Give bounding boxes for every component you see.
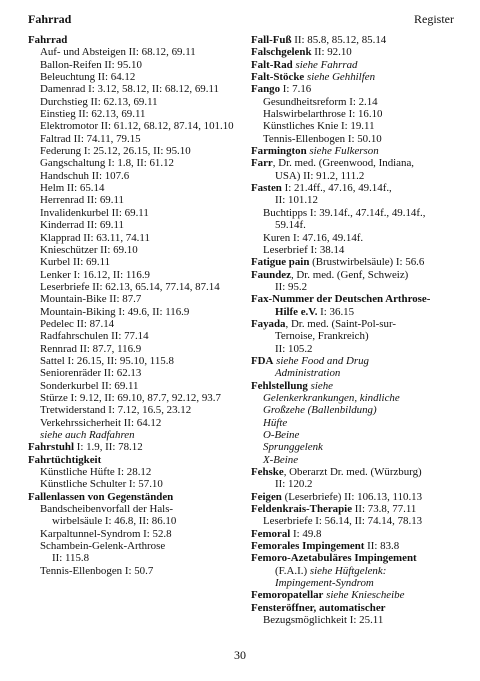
- index-locator: Verkehrssicherheit II: 64.12: [40, 416, 162, 429]
- index-locator: II: 115.8: [52, 552, 90, 565]
- index-entry: [251, 367, 461, 379]
- index-cross-reference: siehe Gehhilfen: [306, 71, 376, 84]
- index-locator: I: 1.9, II: 78.12: [74, 441, 143, 454]
- index-entry: [251, 565, 461, 577]
- index-headword: Fehlstellung: [251, 379, 308, 392]
- index-headword: Fahrrad: [28, 34, 68, 46]
- index-locator: Faltrad II: 74.11, 79.15: [40, 132, 141, 145]
- index-locator: Helm II: 65.14: [40, 182, 105, 195]
- index-cross-reference: siehe: [310, 379, 334, 392]
- index-locator: II: 83.8: [364, 540, 400, 553]
- index-locator: Klapprad II: 63.11, 74.11: [40, 231, 150, 244]
- index-entry: [251, 170, 461, 182]
- index-headword: Fax-Nummer der Deutschen Arthrose-: [251, 293, 431, 306]
- index-locator: Damenrad I: 3.12, 58.12, II: 68.12, 69.11: [40, 83, 219, 96]
- index-entry: [28, 71, 236, 83]
- index-cross-reference: siehe Food and Drug: [276, 354, 369, 367]
- index-entry: [251, 454, 461, 466]
- index-entry: [28, 96, 236, 108]
- index-headword: Fallenlassen von Gegenständen: [28, 490, 174, 503]
- index-entry: [251, 441, 461, 453]
- header-keyword: Fahrrad: [28, 12, 72, 26]
- index-locator: Invalidenkurbel II: 69.11: [40, 206, 149, 219]
- index-entry: [28, 515, 236, 527]
- index-entry: [28, 281, 236, 293]
- index-entry: [28, 552, 236, 564]
- index-entry: [251, 133, 461, 145]
- index-entry: [28, 330, 236, 342]
- index-headword: Fahrtüchtigkeit: [28, 453, 102, 466]
- index-locator: Mountain-Bike II: 87.7: [40, 293, 142, 306]
- index-entry: [251, 602, 461, 614]
- index-entry: [251, 96, 461, 108]
- index-locator: Rennrad II: 87.7, 116.9: [40, 342, 142, 355]
- index-entry: [28, 565, 236, 577]
- index-entry: [28, 441, 236, 453]
- index-entry: [251, 589, 461, 601]
- index-headword: Feldenkrais-Therapie: [251, 503, 353, 516]
- index-headword: Fahrstuhl: [28, 441, 74, 454]
- index-cross-reference: siehe Fahrrad: [295, 58, 358, 71]
- index-entry: [251, 355, 461, 367]
- index-entry: [251, 120, 461, 132]
- index-entry: [251, 491, 461, 503]
- index-locator: II: 101.12: [275, 194, 318, 207]
- index-locator: Pedelec II: 87.14: [40, 317, 115, 330]
- index-entry: [251, 108, 461, 120]
- index-headword: Femoro-Azetabuläres Impingement: [251, 552, 417, 565]
- index-cross-reference: siehe Kniescheibe: [326, 589, 405, 602]
- index-locator: I: 7.16: [280, 83, 312, 96]
- index-locator: II: 120.2: [275, 478, 313, 491]
- index-entry: [28, 157, 236, 169]
- header-section: Register: [414, 12, 454, 26]
- index-entry: [28, 170, 236, 182]
- index-cross-reference: Gelenkerkrankungen, kindliche: [263, 391, 400, 404]
- index-locator: Kuren I: 47.16, 49.14f.: [263, 231, 364, 244]
- index-entry: [251, 256, 461, 268]
- index-entry: [28, 404, 236, 416]
- index-locator: Sonderkurbel II: 69.11: [40, 379, 139, 392]
- index-headword: Fasten: [251, 182, 282, 195]
- index-entry: [28, 194, 236, 206]
- index-entry: [28, 46, 236, 58]
- index-entry: [28, 244, 236, 256]
- index-entry: [251, 392, 461, 404]
- index-locator: , Dr. med. (Greenwood, Indiana,: [272, 157, 414, 170]
- index-entry: [28, 182, 236, 194]
- index-entry: [28, 503, 236, 515]
- index-entry: [251, 232, 461, 244]
- index-headword: Fango: [251, 83, 281, 96]
- index-headword: Femoral: [251, 527, 291, 540]
- index-headword: Hilfe e.V.: [275, 305, 318, 318]
- index-cross-reference: Sprunggelenk: [263, 441, 323, 454]
- index-locator: (F.A.I.): [275, 564, 310, 577]
- index-entry: [251, 194, 461, 206]
- index-headword: Fatigue pain: [251, 256, 310, 269]
- index-locator: Sattel I: 26.15, II: 95.10, 115.8: [40, 354, 174, 367]
- index-entry: [251, 515, 461, 527]
- index-locator: Einstieg II: 62.13, 69.11: [40, 108, 146, 121]
- index-entry: [251, 207, 461, 219]
- index-entry: [251, 528, 461, 540]
- index-locator: Elektromotor II: 61.12, 68.12, 87.14, 101.10: [40, 120, 234, 133]
- index-entry: [28, 528, 236, 540]
- index-entry: [28, 355, 236, 367]
- index-locator: Federung I: 25.12, 26.15, II: 95.10: [40, 145, 191, 158]
- index-locator: wirbelsäule I: 46.8, II: 86.10: [52, 515, 177, 528]
- index-column-right: [251, 34, 461, 627]
- index-entry: [28, 466, 236, 478]
- index-entry: [251, 404, 461, 416]
- index-entry: [28, 108, 236, 120]
- page-number: 30: [234, 648, 246, 662]
- index-locator: Tretwiderstand I: 7.12, 16.5, 23.12: [40, 404, 192, 417]
- index-entry: [28, 478, 236, 490]
- index-cross-reference: Impingement-Syndrom: [275, 577, 374, 590]
- index-entry: [28, 59, 236, 71]
- index-locator: USA) II: 91.2, 111.2: [275, 169, 365, 182]
- index-entry: [28, 454, 236, 466]
- index-headword: Feigen: [251, 490, 282, 503]
- index-locator: Bezugsmöglichkeit I: 25.11: [263, 614, 384, 627]
- index-entry: [251, 83, 461, 95]
- index-headword: Fayada: [251, 317, 286, 330]
- index-entry: [251, 46, 461, 58]
- index-cross-reference: siehe Hüftgelenk:: [309, 564, 387, 577]
- index-locator: Beleuchtung II: 64.12: [40, 71, 136, 84]
- index-entry: [251, 59, 461, 71]
- index-locator: Auf- und Absteigen II: 68.12, 69.11: [40, 46, 196, 59]
- index-entry: [28, 367, 236, 379]
- index-entry: [251, 281, 461, 293]
- index-locator: Gesundheitsreform I: 2.14: [263, 95, 378, 108]
- index-entry: [251, 293, 461, 305]
- index-locator: II: 105.2: [275, 342, 313, 355]
- index-locator: Tennis-Ellenbogen I: 50.7: [40, 564, 154, 577]
- index-headword: Fensteröffner, automatischer: [251, 601, 386, 614]
- index-cross-reference: Hüfte: [263, 416, 288, 429]
- index-entry: [28, 269, 236, 281]
- index-entry: [251, 330, 461, 342]
- index-locator: Leserbrief I: 38.14: [263, 243, 345, 256]
- index-headword: FDA: [251, 354, 274, 367]
- index-headword: Femorales Impingement: [251, 540, 365, 553]
- index-entry: [28, 256, 236, 268]
- index-locator: Durchstieg II: 62.13, 69.11: [40, 95, 158, 108]
- index-locator: II: 85.8, 85.12, 85.14: [291, 34, 387, 46]
- index-locator: Bandscheibenvorfall der Hals-: [40, 503, 174, 516]
- index-entry: [251, 306, 461, 318]
- index-headword: Farr: [251, 157, 273, 170]
- index-cross-reference: Großzehe (Ballenbildung): [263, 404, 377, 417]
- index-entry: [251, 552, 461, 564]
- index-entry: [28, 83, 236, 95]
- index-headword: Falschgelenk: [251, 46, 312, 59]
- index-entry: [251, 244, 461, 256]
- index-locator: Leserbriefe II: 62.13, 65.14, 77.14, 87.14: [40, 280, 220, 293]
- index-entry: [28, 417, 236, 429]
- index-locator: Tennis-Ellenbogen I: 50.10: [263, 132, 382, 145]
- index-locator: Lenker I: 16.12, II: 116.9: [40, 268, 150, 281]
- index-locator: II: 95.2: [275, 280, 308, 293]
- index-entry: [28, 318, 236, 330]
- index-entry: [251, 71, 461, 83]
- index-entry: [251, 343, 461, 355]
- index-locator: I: 36.15: [317, 305, 355, 318]
- index-cross-reference: siehe Fulkerson: [309, 145, 379, 158]
- index-entry: [251, 269, 461, 281]
- index-entry: [28, 120, 236, 132]
- index-entry: [28, 293, 236, 305]
- index-entry: [28, 392, 236, 404]
- index-locator: Mountain-Biking I: 49.6, II: 116.9: [40, 305, 190, 318]
- index-headword: Falt-Stöcke: [251, 71, 305, 84]
- index-locator: Handschuh II: 107.6: [40, 169, 130, 182]
- index-entry: [251, 182, 461, 194]
- index-locator: Künstliche Schulter I: 57.10: [40, 478, 163, 491]
- index-cross-reference: Administration: [275, 367, 341, 380]
- index-locator: 59.14f.: [275, 219, 306, 232]
- index-headword: Femoropatellar: [251, 589, 324, 602]
- index-entry: [28, 429, 236, 441]
- index-entry: [251, 503, 461, 515]
- index-headword: Fall-Fuß: [251, 34, 292, 46]
- index-entry: [28, 306, 236, 318]
- index-entry: [251, 540, 461, 552]
- index-cross-reference: O-Beine: [263, 429, 300, 441]
- index-locator: Künstliche Hüfte I: 28.12: [40, 466, 152, 479]
- index-locator: I: 49.8: [290, 527, 322, 540]
- index-locator: II: 73.8, 77.11: [352, 503, 417, 516]
- index-locator: Stürze I: 9.12, II: 69.10, 87.7, 92.12, 93.7: [40, 391, 221, 404]
- index-locator: Buchtipps I: 39.14f., 47.14f., 49.14f.,: [263, 206, 426, 219]
- index-cross-reference: X-Beine: [263, 453, 299, 466]
- index-locator: Ternoise, Frankreich): [275, 330, 369, 343]
- index-locator: (Leserbriefe) II: 106.13, 110.13: [281, 490, 423, 503]
- index-entry: [251, 34, 461, 46]
- index-entry: [251, 380, 461, 392]
- index-entry: [251, 318, 461, 330]
- index-entry: [28, 343, 236, 355]
- index-locator: , Dr. med. (Saint-Pol-sur-: [285, 317, 396, 330]
- index-entry: [251, 614, 461, 626]
- index-locator: Ballon-Reifen II: 95.10: [40, 58, 142, 71]
- index-entry: [251, 466, 461, 478]
- index-cross-reference: siehe auch Radfahren: [40, 429, 135, 441]
- index-entry: [28, 34, 236, 46]
- index-locator: Halswirbelarthrose I: 16.10: [263, 108, 383, 121]
- index-entry: [251, 429, 461, 441]
- index-entry: [28, 232, 236, 244]
- index-locator: Leserbriefe I: 56.14, II: 74.14, 78.13: [263, 515, 423, 528]
- index-locator: Schambein-Gelenk-Arthrose: [40, 540, 166, 553]
- index-headword: Farmington: [251, 145, 307, 158]
- index-locator: (Brustwirbelsäule) I: 56.6: [309, 256, 425, 269]
- index-entry: [251, 157, 461, 169]
- index-entry: [251, 577, 461, 589]
- index-entry: [251, 219, 461, 231]
- running-header: [28, 12, 454, 26]
- index-entry: [251, 417, 461, 429]
- index-locator: Kinderrad II: 69.11: [40, 219, 124, 232]
- index-headword: Falt-Rad: [251, 58, 293, 71]
- index-entry: [28, 540, 236, 552]
- index-locator: I: 21.4ff., 47.16, 49.14f.,: [281, 182, 392, 195]
- index-locator: Radfahrschulen II: 77.14: [40, 330, 149, 343]
- index-entry: [251, 145, 461, 157]
- index-locator: Kurbel II: 69.11: [40, 256, 111, 269]
- index-locator: , Dr. med. (Genf, Schweiz): [290, 268, 409, 281]
- index-locator: II: 92.10: [311, 46, 352, 59]
- index-locator: Künstliches Knie I: 19.11: [263, 120, 375, 133]
- index-locator: , Oberarzt Dr. med. (Würzburg): [283, 466, 422, 479]
- index-locator: Seniorenräder II: 62.13: [40, 367, 142, 380]
- index-entry: [28, 207, 236, 219]
- index-entry: [251, 478, 461, 490]
- index-headword: Faundez: [251, 268, 291, 281]
- index-locator: Knieschützer II: 69.10: [40, 243, 138, 256]
- index-entry: [28, 133, 236, 145]
- index-locator: Herrenrad II: 69.11: [40, 194, 124, 207]
- index-locator: Karpaltunnel-Syndrom I: 52.8: [40, 527, 172, 540]
- index-column-left: [28, 34, 236, 577]
- index-entry: [28, 380, 236, 392]
- index-entry: [28, 145, 236, 157]
- index-entry: [28, 491, 236, 503]
- index-headword: Fehske: [251, 466, 284, 479]
- index-locator: Gangschaltung I: 1.8, II: 61.12: [40, 157, 174, 170]
- index-entry: [28, 219, 236, 231]
